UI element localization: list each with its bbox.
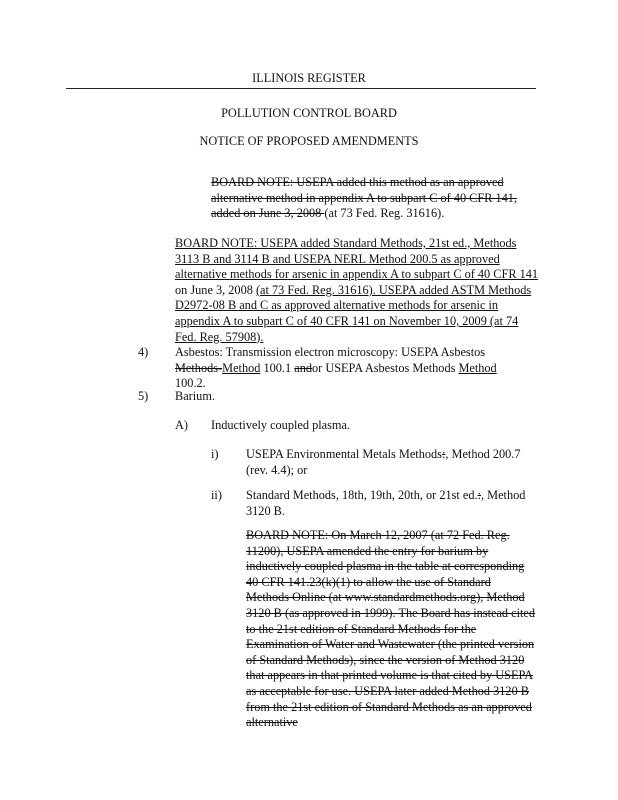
item-a-number: A): [175, 418, 188, 432]
board-note-2: [175, 236, 540, 345]
itemii-segment: , Method 3120 B.: [246, 488, 526, 518]
item-ii-number: ii): [211, 488, 222, 502]
item4-segment: Asbestos: Transmission electron microscopy: USEPA Asbestos: [175, 345, 486, 359]
item4-segment: 100.1: [260, 360, 295, 375]
register-title: ILLINOIS REGISTER: [252, 71, 366, 85]
note2-segment: BOARD NOTE: USEPA added Standard Methods, 21st ed., Methods 3113 B and 3114 B and USEPA NERL Method 200.5 as approved alternative methods for arsenic in appendix A to subpart C of 40 CFR 141: [175, 236, 539, 282]
item-5-barium: Barium.: [175, 389, 215, 403]
itemii-segment: Standard Methods, 18th, 19th, 20th, or 21st ed.: [246, 488, 478, 502]
itemi-segment: :: [441, 447, 446, 461]
item4-segment: Methods-: [175, 360, 223, 375]
note1-segment: (at 73 Fed. Reg. 31616).: [324, 206, 445, 221]
itemi-segment: USEPA Environmental Metals Methods: [246, 447, 442, 461]
note3-segment: BOARD NOTE: On March 12, 2007: [246, 528, 431, 542]
board-note-1: [211, 175, 537, 222]
item-i-number: i): [211, 447, 219, 461]
item-i-usepa: [246, 447, 536, 478]
note2-segment: (at 73 Fed. Reg. 31616). USEPA added ASTM Methods D2972-08 B and C as approved alternative methods for arsenic in appendix A to subpart C of 40 CFR 141 on November 10, 2009 (at 74 Fed. Reg. 57908).: [175, 282, 532, 344]
item-a-icp: Inductively coupled plasma.: [211, 418, 350, 432]
note3-segment: (at 72 Fed. Reg. 11200), USEPA amended the entry for barium by inductively coupled plasma in the table at corresponding 40 CFR 141.23(k)(1) to allow the use of Standard Methods Online (at www.standardmethods.org), Method 3120 B (as approved in 1999). The Board has instead cited to the 21st edition of Standard Methods for the Examination of Water and Wastewater (the printed version of Standard Methods), since the version of Method 3120 that appears in that printed volume is that cited by USEPA as acceptable for use. USEPA later added Method 3120 B from the 21st edition of Standard Methods as an approved alternative: [246, 528, 536, 730]
note2-segment: on June 3, 2008: [175, 282, 256, 297]
item4-segment: Method: [458, 360, 497, 375]
header-rule: [66, 88, 536, 89]
item-4-number: 4): [138, 345, 149, 359]
board-title: POLLUTION CONTROL BOARD: [221, 106, 397, 120]
note1-segment: BOARD NOTE: USEPA added this method as an approved alternative method in appendix A to subpart C of 40 CFR 141, added on June 3, 2008: [211, 175, 518, 221]
notice-title: NOTICE OF PROPOSED AMENDMENTS: [199, 134, 419, 148]
item4-segment: 100.2.: [175, 376, 206, 391]
itemii-segment: :: [477, 488, 481, 502]
item4-segment: or USEPA Asbestos Methods: [312, 360, 459, 375]
item4-segment: and: [294, 360, 312, 375]
itemi-segment: , Method 200.7 (rev. 4.4); or: [246, 447, 521, 477]
board-note-3: [246, 528, 536, 731]
item-4-asbestos: [175, 345, 525, 392]
item4-segment: Method: [222, 360, 261, 375]
item-5-number: 5): [138, 389, 149, 403]
item-ii-standard-methods: [246, 488, 536, 519]
